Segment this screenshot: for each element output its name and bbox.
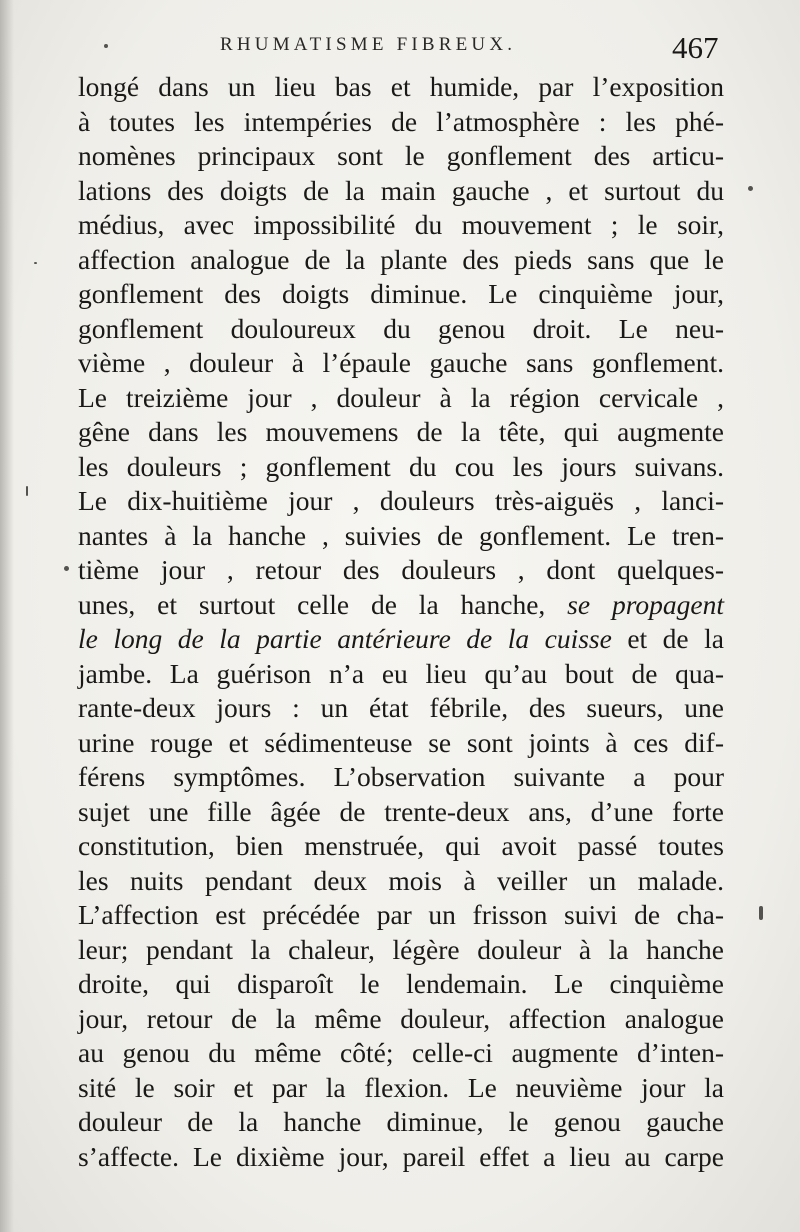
text-line: sujet une fille âgée de trente-deux ans, d’une forte: [78, 795, 724, 827]
text-line: L’affection est précédée par un frisson suivi de cha-: [78, 899, 724, 930]
paper-speck: [34, 262, 37, 264]
text-line-mixed: [78, 622, 724, 657]
page-edge-shadow: [0, 0, 14, 1232]
paper-speck: [26, 486, 28, 496]
text-line: jambe. La guérison n’a eu lieu qu’au bout de qua-: [78, 657, 724, 689]
text-line: les nuits pendant deux mois à veiller un malade.: [78, 864, 724, 896]
text-line: au genou du même côté; celle-ci augmente d’inten-: [78, 1037, 724, 1068]
text-line: leur; pendant la chaleur, légère douleur à la hanche: [78, 933, 724, 965]
running-title: RHUMATISME FIBREUX.: [220, 34, 517, 55]
text-line: urine rouge et sédimenteuse se sont joints à ces dif-: [78, 726, 724, 758]
text-run: unes, et surtout celle de la hanche,: [78, 588, 568, 620]
text-line: médius, avec impossibilité du mouvement ; le soir,: [78, 209, 724, 240]
italic-run: se propagent: [567, 588, 724, 620]
text-line: gonflement douloureux du genou droit. Le neu-: [78, 312, 724, 344]
text-line: douleur de la hanche diminue, le genou gauche: [78, 1106, 724, 1137]
text-line: longé dans un lieu bas et humide, par l’exposition: [78, 71, 724, 102]
text-line: gonflement des doigts diminue. Le cinquième jour,: [78, 278, 724, 309]
text-line: jour, retour de la même douleur, affection analogue: [78, 1002, 724, 1034]
text-line: vième , douleur à l’épaule gauche sans gonflement.: [78, 347, 724, 378]
running-head: [0, 30, 800, 65]
paper-speck: [759, 906, 763, 920]
text-run: et de la: [611, 623, 724, 654]
text-line: nantes à la hanche , suivies de gonflement. Le tren-: [78, 519, 724, 551]
text-line: sité le soir et par la flexion. Le neuvième jour la: [78, 1071, 724, 1103]
paper-speck: [104, 44, 108, 48]
italic-run: le long de la partie antérieure de la cuisse: [78, 623, 612, 654]
text-line: Le dix-huitième jour , douleurs très-aiguës , lanci-: [78, 485, 724, 516]
paper-speck: [748, 186, 753, 191]
paper-speck: [64, 566, 69, 571]
text-line: nomènes principaux sont le gonflement des articu-: [78, 140, 724, 171]
text-line-mixed: [78, 588, 724, 623]
body-text: [78, 70, 724, 1174]
text-line: droite, qui disparoît le lendemain. Le cinquième: [78, 968, 724, 999]
text-line: constitution, bien menstruée, qui avoit passé toutes: [78, 830, 724, 861]
text-line: les douleurs ; gonflement du cou les jours suivans.: [78, 450, 724, 482]
text-line: affection analogue de la plante des pieds sans que le: [78, 243, 724, 275]
text-line: à toutes les intempéries de l’atmosphère : les phé-: [78, 105, 724, 137]
text-line: tième jour , retour des douleurs , dont quelques-: [78, 554, 724, 585]
text-line: lations des doigts de la main gauche , et surtout du: [78, 174, 724, 206]
text-line: rante-deux jours : un état fébrile, des sueurs, une: [78, 692, 724, 723]
text-line: gêne dans les mouvemens de la tête, qui augmente: [78, 416, 724, 447]
text-line: férens symptômes. L’observation suivante a pour: [78, 761, 724, 792]
page-number: 467: [672, 30, 719, 65]
text-line: s’affecte. Le dixième jour, pareil effet a lieu au carpe: [78, 1140, 724, 1172]
text-line: Le treizième jour , douleur à la région cervicale ,: [78, 381, 724, 413]
